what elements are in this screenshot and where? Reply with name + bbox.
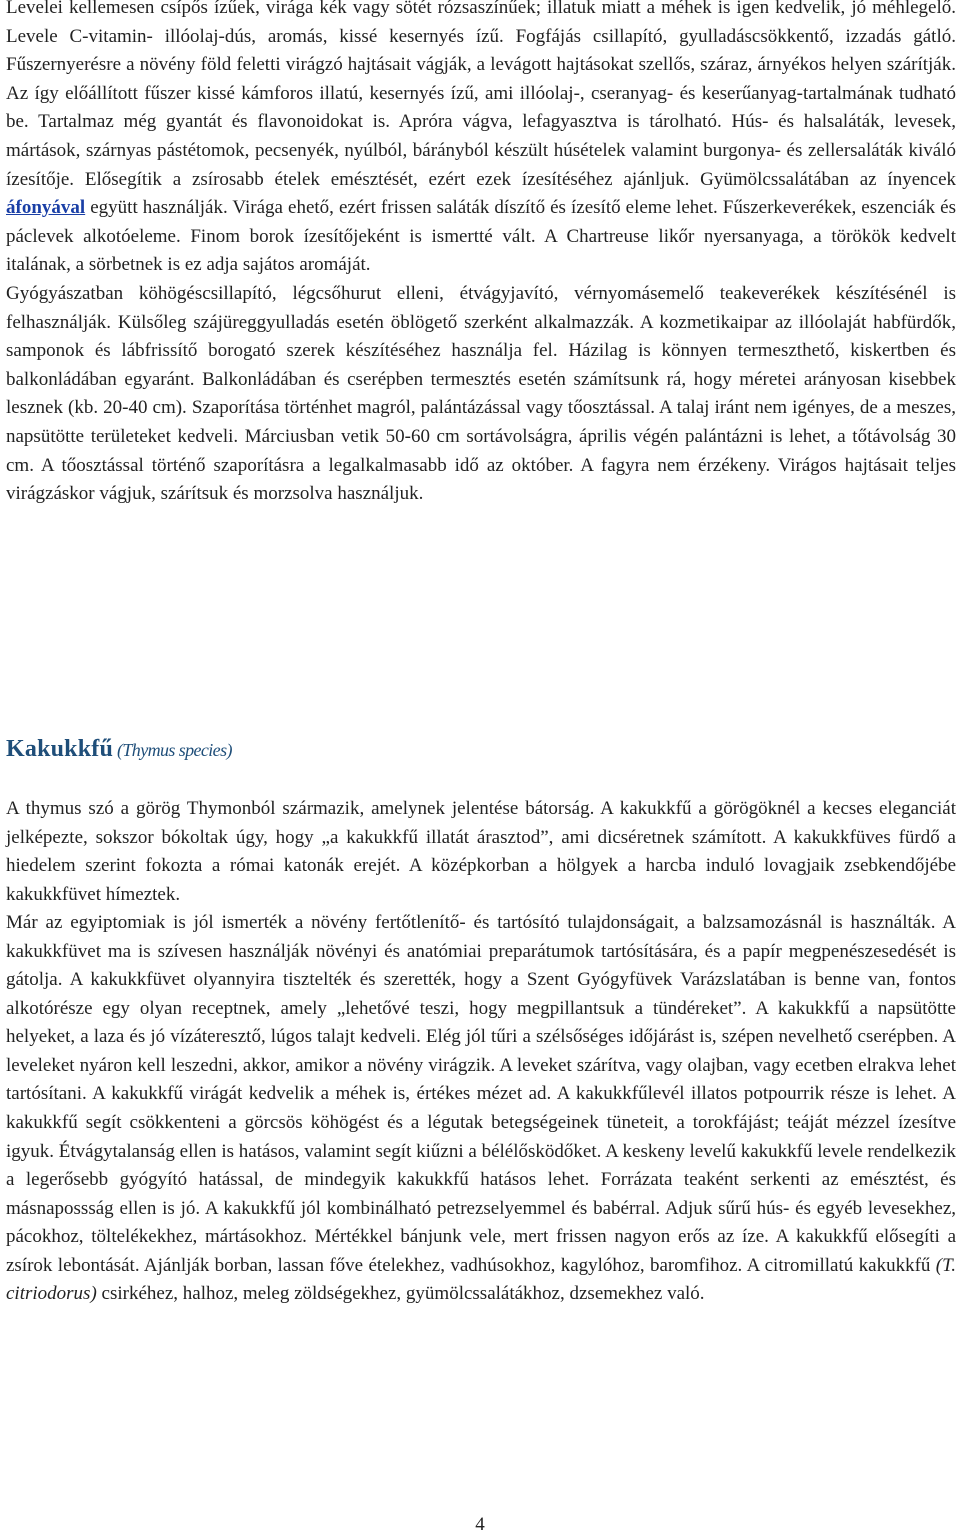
afonya-link[interactable]: áfonyával [6,197,86,219]
text-run: együtt használják. Virága ehető, ezért frissen saláták díszítő és ízesítő eleme lehet. Fűszerkeverékek, eszenciák és páclevek alkotóeleme. Finom borok ízesítőjeként is ismertté vált. A Chartreuse likőr nyersanyaga, a törökök kedvelt italának, a sörbetnek is ez adja sajátos aromáját. [6,197,956,276]
species-name: (T. citriodorus) [6,1254,956,1305]
text-run: Már az egyiptomiak is jól ismerték a növény fertőtlenítő- és tartósító tulajdonságait, a balzsamozásnál is használták. A kakukkfüvet ma is szívesen használják növényi és anatómiai preparátumok tartósítására, és a papír megpenészesedését is gátolja. A kakukkfüvet olyannyira tisztelték és szerették, hogy a Szent Gyógyfüvek Varázslatában is benne van, fontos alkotórésze egy olyan receptnek, amely „lehetővé teszi, hogy megpillantsuk a tündéreket”. A kakukkfű a napsütötte helyeket, a laza és jó vízáteresztő, lúgos talajt kedveli. Elég jól tűri a szélsőséges időjárást is, szépen nevelhető cserépben. A leveleket nyáron kell leszedni, akkor, amikor a növény virágzik. A leveket szárítva, vagy olajban, vagy ecetben elrakva lehet tartósítani. A kakukkfű virágát kedvelik a méhek is, értékes mézet ad. A kakukkfűlevél illatos potpourrik része is lehet. A kakukkfű segít csökkenteni a görcsös köhögést és a légutak betegségeinek tüneteit, a torokfájást; teáját mézzel ízesítve igyuk. Étvágytalanság ellen is hatásos, valamint segít kiűzni a bélélősködőket. A keskeny levelű kakukkfű levele rendelkezik a legerősebb gyógyító hatással, de mindegyik kakukkfű hatásos lehet. Forrázata teaként serkenti az emésztést, és másnapossság ellen is jó. A kakukkfű jól kombinálható petrezselyemmel és babérral. Adjuk sűrű hús- és egyéb levesekhez, pácokhoz, töltelékekhez, mártásokhoz. Mértékkel bánjunk vele, mert frissen nagyon erős az íze. A kakukkfű elősegíti a zsírok lebontását. Ajánlják borban, lassan főve ételekhez, vadhúsokhoz, kagylóhoz, baromfihoz. A citromillatú kakukkfű [6,912,956,1276]
document-section-one [6,0,956,509]
paragraph [6,909,956,1309]
text-run: Levelei kellemesen csípős ízűek, virága kék vagy sötét rózsaszínűek; illatuk miatt a méhek is igen kedvelik, jó méhlegelő. Levele C-vitamin- illóolaj-dús, aromás, kissé kesernyés ízű. Fogfájás csillapító, gyulladáscsökkentő, izzadás gátló. Fűszernyerésre a növény föld feletti virágzó hajtásait vágják, a levágott hajtásokat szellős, száraz, árnyékos helyen szárítják. Az így előállított fűszer kissé kámforos illatú, kesernyés ízű, ami illóolaj-, cseranyag- és keserűanyag-tartalmának tudható be. Tartalmaz még gyantát és flavonoidokat is. Apróra vágva, lefagyasztva is tárolható. Hús- és halsaláták, levesek, mártások, szárnyas pástétomok, pecsenyék, nyúlból, bárányból készült húsételek valamint burgonya- és zellersaláták kiváló ízesítője. Elősegítik a zsírosabb ételek emésztését, ezért ezek ízesítéséhez ajánljuk. Gyümölcssalátában az ínyencek [6,0,956,190]
paragraph: Gyógyászatban köhögéscsillapító, légcsőhurut elleni, étvágyjavító, vérnyomásemelő teakeverékek készítésénél is felhasználják. Külsőleg szájüreggyulladás esetén öblögető szerként alkalmazzák. A kozmetikaipar az illóolaját habfürdők, samponok és lábfrissítő borogató szerek készítéséhez használja fel. Házilag is könnyen termeszthető, kiskertben és balkonládában egyaránt. Balkonládában és cserépben termesztés esetén számítsunk rá, hogy méretei arányosan kisebbek lesznek (kb. 20-40 cm). Szaporítása történhet magról, palántázással vagy tőosztással. A talaj iránt nem igényes, de a meszes, napsütötte területeket kedveli. Márciusban vetik 50-60 cm sortávolságra, április végén palántázni is lehet, a tőtávolság 30 cm. A tőosztással történő szaporításra a legalkalmasabb idő az október. A fagyra nem érzékeny. Virágos hajtásait teljes virágzáskor vágjuk, szárítsuk és morzsolva használjuk. [6,282,956,505]
heading-title: Kakukkfű [6,736,113,762]
document-section-two [6,795,956,1309]
paragraph [6,0,956,280]
page-number: 4 [475,1514,485,1535]
paragraph: A thymus szó a görög Thymonból származik, amelynek jelentése bátorság. A kakukkfű a görögöknél a kecses eleganciát jelképezte, sokszor bókoltak úgy, hogy „a kakukkfű illatát árasztod”, ami dicséretnek számított. A kakukkfüves fürdő a hiedelem szerint fokozta a római katonák erejét. A középkorban a hölgyek a harcba induló lovagjaik zsebkendőjébe kakukkfüvet hímeztek. [6,798,956,905]
section-heading [6,736,956,763]
text-run: csirkéhez, halhoz, meleg zöldségekhez, gyümölcssalátákhoz, dzsemekhez való. [96,1283,705,1305]
heading-subtitle: (Thymus species) [117,740,232,760]
